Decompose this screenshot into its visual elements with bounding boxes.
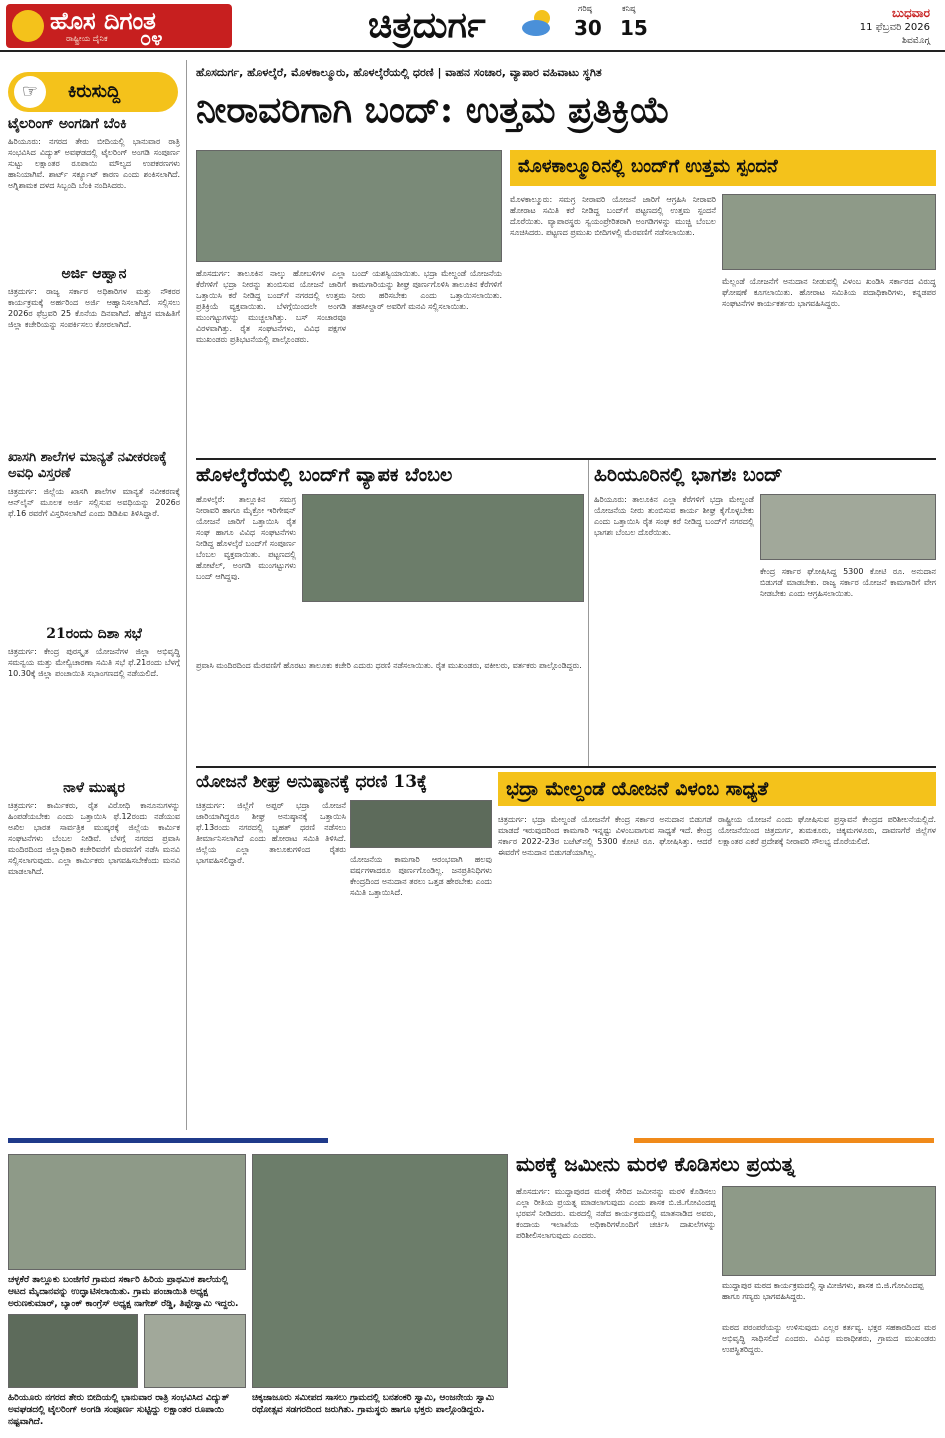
hand-pointer-icon: ☞ xyxy=(14,76,46,108)
date: 11 ಫೆಬ್ರವರಿ 2026 xyxy=(859,22,930,33)
weather-icon xyxy=(520,8,556,38)
lead-photo xyxy=(196,150,502,262)
holalkere-headline: ಹೊಳಲ್ಕೆರೆಯಲ್ಲಿ ಬಂದ್‌ಗೆ ವ್ಯಾಪಕ ಬೆಂಬಲ xyxy=(196,464,453,486)
hiriyur-text: ಕೇಂದ್ರ ಸರ್ಕಾರ ಘೋಷಿಸಿದ್ದ 5300 ಕೋಟಿ ರೂ. ಅನುದಾನ ಬಿಡುಗಡೆ ಮಾಡಬೇಕು. ರಾಜ್ಯ ಸರ್ಕಾರ ಯೋಜನೆ ಕಾಮಗಾರಿಗೆ ವೇಗ ನೀಡಬೇಕು ಎಂದು ಆಗ್ರಹಿಸಲಾಯಿತು. xyxy=(760,567,936,598)
holalkere-text: ಪ್ರವಾಸಿ ಮಂದಿರದಿಂದ ಮೆರವಣಿಗೆ ಹೊರಟು ತಾಲೂಕು ಕಚೇರಿ ಎದುರು ಧರಣಿ ನಡೆಸಲಾಯಿತು. ರೈತ ಮುಖಂಡರು, ವಕೀಲರು, ವರ್ತಕರು ಪಾಲ್ಗೊಂಡಿದ್ದರು. xyxy=(196,661,582,670)
brief-headline: ಅರ್ಜಿ ಆಹ್ವಾನ xyxy=(61,266,127,282)
brief-headline: ಟೈಲರಿಂಗ್ ಅಂಗಡಿಗೆ ಬೆಂಕಿ xyxy=(8,116,127,132)
rathotsava-photo xyxy=(252,1154,508,1388)
yojane-photo xyxy=(350,800,492,848)
matha-photo xyxy=(722,1186,936,1276)
fire-photo xyxy=(8,1314,138,1388)
weekday: ಬುಧವಾರ xyxy=(892,6,930,20)
bhadra-text: ರಾಷ್ಟ್ರೀಯ ಯೋಜನೆ ಎಂದು ಘೋಷಿಸುವ ಪ್ರಸ್ತಾವನೆ ಕೇಂದ್ರದ ಪರಿಶೀಲನೆಯಲ್ಲಿದೆ. ಯೋಜನೆಯಿಂದ ಚಿತ್ರದುರ್ಗ, ತುಮಕೂರು, ಚಿಕ್ಕಮಗಳೂರು, ದಾವಣಗೆರೆ ಜಿಲ್ಲೆಗಳ ಲಕ್ಷಾಂತರ ಎಕರೆ ಪ್ರದೇಶಕ್ಕೆ ನೀರಾವರಿ ಸೌಲಭ್ಯ ದೊರೆಯಲಿದೆ. xyxy=(718,815,936,846)
yojane-headline: ಯೋಜನೆ ಶೀಘ್ರ ಅನುಷ್ಠಾನಕ್ಕೆ ಧರಣಿ 13ಕ್ಕೆ xyxy=(196,772,427,792)
page-number: ೦೪ xyxy=(140,26,163,50)
section-rule xyxy=(8,1138,328,1143)
lead-text: ಹೊಸದುರ್ಗ: ತಾಲೂಕಿನ ನಾಲ್ಕು ಹೋಬಳಿಗಳ ಎಲ್ಲಾ ಕೆರೆಗಳಿಗೆ ಭದ್ರಾ ನೀರನ್ನು ತುಂಬಿಸುವ ಯೋಜನೆ ಜಾರಿಗೆ ಒತ್ತಾಯಿಸಿ ಕರೆ ನೀಡಿದ್ದ ಬಂದ್‌ಗೆ ನಗರದಲ್ಲಿ ಉತ್ತಮ ಪ್ರತಿಕ್ರಿಯೆ ವ್ಯಕ್ತವಾಯಿತು. ಬೆಳಗ್ಗೆಯಿಂದಲೇ ಅಂಗಡಿ ಮುಂಗಟ್ಟುಗಳನ್ನು ಮುಚ್ಚಲಾಗಿತ್ತು. ಬಸ್ ಸಂಚಾರವೂ ವಿರಳವಾಗಿತ್ತು. ರೈತ ಸಂಘಟನೆಗಳು, ವಿವಿಧ ಪಕ್ಷಗಳ ಮುಖಂಡರು ಪ್ರತಿಭಟನೆಯಲ್ಲಿ ಪಾಲ್ಗೊಂಡರು. xyxy=(196,269,346,344)
lead-headline: ನೀರಾವರಿಗಾಗಿ ಬಂದ್: ಉತ್ತಮ ಪ್ರತಿಕ್ರಿಯೆ xyxy=(196,89,671,131)
brief-text: ಹಿರಿಯೂರು: ನಗರದ ತೇರು ಬೀದಿಯಲ್ಲಿ ಭಾನುವಾರ ರಾತ್ರಿ ಸಂಭವಿಸಿದ ವಿದ್ಯುತ್ ಅವಘಡದಲ್ಲಿ ಟೈಲರಿಂಗ್ ಅಂಗಡಿ ಸಂಪೂರ್ಣ ಸುಟ್ಟು ಲಕ್ಷಾಂತರ ರೂಪಾಯಿ ಮೌಲ್ಯದ ಉಪಕರಣಗಳು ಹಾನಿಯಾಗಿವೆ. ಶಾರ್ಟ್ ಸರ್ಕ್ಯೂಟ್ ಕಾರಣ ಎಂದು ಶಂಕಿಸಲಾಗಿದೆ. ಅಗ್ನಿಶಾಮಕ ದಳದ ಸಿಬ್ಬಂದಿ ಬೆಂಕಿ ನಂದಿಸಿದರು. xyxy=(8,137,180,190)
matha-headline: ಮಠಕ್ಕೆ ಜಮೀನು ಮರಳಿ ಕೊಡಿಸಲು ಪ್ರಯತ್ನ xyxy=(516,1152,795,1176)
lead-text: ಮೊಳಕಾಲ್ಮೂರು: ಸಮಗ್ರ ನೀರಾವರಿ ಯೋಜನೆ ಜಾರಿಗೆ ಆಗ್ರಹಿಸಿ ನೀರಾವರಿ ಹೋರಾಟ ಸಮಿತಿ ಕರೆ ನೀಡಿದ್ದ ಬಂದ್‌ಗೆ ಪಟ್ಟಣದಲ್ಲಿ ಉತ್ತಮ ಸ್ಪಂದನೆ ದೊರೆಯಿತು. ವ್ಯಾಪಾರಸ್ಥರು ಸ್ವಯಂಪ್ರೇರಿತರಾಗಿ ಅಂಗಡಿಗಳನ್ನು ಮುಚ್ಚಿ ಬೆಂಬಲ ಸೂಚಿಸಿದರು. ಪಟ್ಟಣದ ಪ್ರಮುಖ ಬೀದಿಗಳಲ್ಲಿ ಮೆರವಣಿಗೆ ನಡೆಸಲಾಯಿತು. xyxy=(510,195,716,237)
brief-headline: ಖಾಸಗಿ ಶಾಲೆಗಳ ಮಾನ್ಯತೆ ನವೀಕರಣಕ್ಕೆ ಅವಧಿ ವಿಸ್ತರಣೆ xyxy=(8,450,167,481)
bhadra-headline: ಭದ್ರಾ ಮೇಲ್ದಂಡೆ ಯೋಜನೆ ವಿಳಂಬ ಸಾಧ್ಯತೆ xyxy=(506,778,769,800)
newspaper-logo: ಹೊಸ ದಿಗಂತ ರಾಷ್ಟ್ರೀಯ ದೈನಿಕ xyxy=(6,4,232,48)
photo-caption: ಚಿಕ್ಕಜಾಜೂರು ಸಮೀಪದ ಸಾಸಲು ಗ್ರಾಮದಲ್ಲಿ ಬನಶಂಕರಿ ಸ್ವಾಮಿ, ಆಂಜನೇಯ ಸ್ವಾಮಿ ರಥೋತ್ಸವ ಸಡಗರದಿಂದ ಜರುಗಿತು. ಗ್ರಾಮಸ್ಥರು ಹಾಗೂ ಭಕ್ತರು ಪಾಲ್ಗೊಂಡಿದ್ದರು. xyxy=(252,1393,495,1415)
hiriyur-photo xyxy=(760,494,936,560)
lead-text: ಮೆಲ್ಲಂಡೆ ಯೋಜನೆಗೆ ಅನುದಾನ ನೀಡುವಲ್ಲಿ ವಿಳಂಬ ಖಂಡಿಸಿ ಸರ್ಕಾರದ ವಿರುದ್ಧ ಘೋಷಣೆ ಕೂಗಲಾಯಿತು. ಹೋರಾಟ ಸಮಿತಿಯ ಪದಾಧಿಕಾರಿಗಳು, ಕನ್ನಡಪರ ಸಂಘಟನೆಗಳ ಕಾರ್ಯಕರ್ತರು ಭಾಗವಹಿಸಿದ್ದರು. xyxy=(722,277,936,308)
masthead: ಹೊಸ ದಿಗಂತ ರಾಷ್ಟ್ರೀಯ ದೈನಿಕ ೦೪ ಚಿತ್ರದುರ್ಗ ಗರಿಷ್ಠ 30 ಕನಿಷ್ಠ 15 ಬುಧವಾರ 11 ಫೆಬ್ರವರಿ 2026 ಶಿವಮೊಗ್ಗ xyxy=(0,0,945,52)
holalkere-photo xyxy=(302,494,584,602)
photo-caption: ಮುದ್ದಾಪುರ ಮಠದ ಕಾರ್ಯಕ್ರಮದಲ್ಲಿ ಸ್ವಾಮೀಜಿಗಳು, ಶಾಸಕ ಬಿ.ಜಿ.ಗೋವಿಂದಪ್ಪ ಹಾಗೂ ಗಣ್ಯರು ಭಾಗವಹಿಸಿದ್ದರು. xyxy=(722,1281,924,1301)
temp-max: 30 xyxy=(574,16,602,40)
column-divider xyxy=(186,60,187,1130)
kirusuddi-badge: ☞ ಕಿರುಸುದ್ದಿ xyxy=(8,72,178,112)
school-photo xyxy=(8,1154,246,1270)
bhadra-text: ಚಿತ್ರದುರ್ಗ: ಭದ್ರಾ ಮೇಲ್ದಂಡೆ ಯೋಜನೆಗೆ ಕೇಂದ್ರ ಸರ್ಕಾರ ಅನುದಾನ ಬಿಡುಗಡೆ ಮಾಡದೆ ಇರುವುದರಿಂದ ಕಾಮಗಾರಿ ಇನ್ನಷ್ಟು ವಿಳಂಬವಾಗುವ ಸಾಧ್ಯತೆ ಇದೆ. ಕೇಂದ್ರ ಸರ್ಕಾರ 2022-23ರ ಬಜೆಟ್‌ನಲ್ಲಿ 5300 ಕೋಟಿ ರೂ. ಘೋಷಿಸಿತ್ತು. ಆದರೆ ಈವರೆಗೆ ಅನುದಾನ ಬಿಡುಗಡೆಯಾಗಿಲ್ಲ. xyxy=(498,815,712,857)
brief-text: ಚಿತ್ರದುರ್ಗ: ಕೇಂದ್ರ ಪುರಸ್ಕೃತ ಯೋಜನೆಗಳ ಜಿಲ್ಲಾ ಅಭಿವೃದ್ಧಿ ಸಮನ್ವಯ ಮತ್ತು ಮೇಲ್ವಿಚಾರಣಾ ಸಮಿತಿ ಸಭೆ ಫೆ.21ರಂದು ಬೆಳಗ್ಗೆ 10.30ಕ್ಕೆ ಜಿಲ್ಲಾ ಪಂಚಾಯಿತಿ ಸಭಾಂಗಣದಲ್ಲಿ ನಡೆಯಲಿದೆ. xyxy=(8,647,180,678)
hiriyur-text: ಹಿರಿಯೂರು: ತಾಲೂಕಿನ ಎಲ್ಲಾ ಕೆರೆಗಳಿಗೆ ಭದ್ರಾ ಮೇಲ್ದಂಡೆ ಯೋಜನೆಯ ನೀರು ತುಂಬಿಸುವ ಕಾರ್ಯ ಶೀಘ್ರ ಕೈಗೊಳ್ಳಬೇಕು ಎಂದು ಒತ್ತಾಯಿಸಿ ರೈತ ಸಂಘ ಕರೆ ನೀಡಿದ್ದ ಬಂದ್‌ಗೆ ನಗರದಲ್ಲಿ ಭಾಗಶಃ ಬೆಂಬಲ ದೊರೆಯಿತು. xyxy=(594,495,754,537)
photo-caption: ಹಿರಿಯೂರು ನಗರದ ತೇರು ಬೀದಿಯಲ್ಲಿ ಭಾನುವಾರ ರಾತ್ರಿ ಸಂಭವಿಸಿದ ವಿದ್ಯುತ್ ಅವಘಡದಲ್ಲಿ ಟೈಲರಿಂಗ್ ಅಂಗಡಿ ಸಂಪೂರ್ಣ ಸುಟ್ಟಿದ್ದು ಲಕ್ಷಾಂತರ ರೂಪಾಯಿ ನಷ್ಟವಾಗಿದೆ. xyxy=(8,1393,230,1427)
hiriyur-headline: ಹಿರಿಯೂರಿನಲ್ಲಿ ಭಾಗಶಃ ಬಂದ್ xyxy=(594,464,783,486)
edition: ಶಿವಮೊಗ್ಗ xyxy=(902,36,930,46)
temp-min: 15 xyxy=(620,16,648,40)
matha-text: ಹೊಸದುರ್ಗ: ಮುದ್ದಾಪುರದ ಮಠಕ್ಕೆ ಸೇರಿದ ಜಮೀನನ್ನು ಮರಳಿ ಕೊಡಿಸಲು ಎಲ್ಲಾ ರೀತಿಯ ಪ್ರಯತ್ನ ಮಾಡಲಾಗುವುದು ಎಂದು ಶಾಸಕ ಬಿ.ಜಿ.ಗೋವಿಂದಪ್ಪ ಭರವಸೆ ನೀಡಿದರು. ಮಠದಲ್ಲಿ ನಡೆದ ಕಾರ್ಯಕ್ರಮದಲ್ಲಿ ಮಾತನಾಡಿದ ಅವರು, ಕಂದಾಯ ಇಲಾಖೆಯ ಅಧಿಕಾರಿಗಳೊಂದಿಗೆ ಚರ್ಚಿಸಿ ದಾಖಲೆಗಳನ್ನು ಪರಿಶೀಲಿಸಲಾಗುವುದು ಎಂದರು. xyxy=(516,1187,716,1240)
city-name: ಚಿತ್ರದುರ್ಗ xyxy=(368,4,486,46)
brief-text: ಚಿತ್ರದುರ್ಗ: ಕಾರ್ಮಿಕರು, ರೈತ ವಿರೋಧಿ ಕಾನೂನುಗಳನ್ನು ಹಿಂಪಡೆಯಬೇಕು ಎಂದು ಒತ್ತಾಯಿಸಿ ಫೆ.12ರಂದು ನಡೆಯುವ ಅಖಿಲ ಭಾರತ ಸಾರ್ವತ್ರಿಕ ಮುಷ್ಕರಕ್ಕೆ ಜಿಲ್ಲೆಯ ಕಾರ್ಮಿಕ ಸಂಘಟನೆಗಳು ಬೆಂಬಲ ನೀಡಿವೆ. ಬೆಳಗ್ಗೆ ನಗರದ ಪ್ರವಾಸಿ ಮಂದಿರದಿಂದ ಜಿಲ್ಲಾಧಿಕಾರಿ ಕಚೇರಿವರೆಗೆ ಮೆರವಣಿಗೆ ನಡೆಸಿ ಮನವಿ ಸಲ್ಲಿಸಲಾಗುವುದು. ಎಲ್ಲಾ ಕಾರ್ಮಿಕರು ಭಾಗವಹಿಸಬೇಕೆಂದು ಮನವಿ ಮಾಡಲಾಗಿದೆ. xyxy=(8,801,180,876)
holalkere-text: ಹೊಳಲ್ಕೆರೆ: ತಾಲ್ಲೂಕಿನ ಸಮಗ್ರ ನೀರಾವರಿ ಹಾಗೂ ಮೈಕ್ರೋ ಇರಿಗೇಷನ್ ಯೋಜನೆ ಜಾರಿಗೆ ಒತ್ತಾಯಿಸಿ ರೈತ ಸಂಘ ಹಾಗೂ ವಿವಿಧ ಸಂಘಟನೆಗಳು ನೀಡಿದ್ದ ಹೊಳಲ್ಕೆರೆ ಬಂದ್‌ಗೆ ಸಂಪೂರ್ಣ ಬೆಂಬಲ ವ್ಯಕ್ತವಾಯಿತು. ಪಟ್ಟಣದಲ್ಲಿ ಹೋಟೆಲ್, ಅಂಗಡಿ ಮುಂಗಟ್ಟುಗಳು ಬಂದ್ ಆಗಿದ್ದವು. xyxy=(196,495,296,581)
section-rule xyxy=(634,1138,934,1143)
lead-kicker: ಹೊಸದುರ್ಗ, ಹೊಳಲ್ಕೆರೆ, ಮೊಳಕಾಲ್ಮೂರು, ಹೊಳಲ್ಕೆರೆಯಲ್ಲಿ ಧರಣಿ | ವಾಹನ ಸಂಚಾರ, ವ್ಯಾಪಾರ ವಹಿವಾಟು ಸ್ಥಗಿತ xyxy=(196,66,602,79)
logo-emblem-icon xyxy=(12,10,44,42)
sub-headline: ಮೊಳಕಾಲ್ಮೂರಿನಲ್ಲಿ ಬಂದ್‌ಗೆ ಉತ್ತಮ ಸ್ಪಂದನೆ xyxy=(518,156,778,177)
brief-text: ಚಿತ್ರದುರ್ಗ: ರಾಜ್ಯ ಸರ್ಕಾರ ಅಧಿಕಾರಿಗಳ ಮತ್ತು ನೌಕರರ ಕಾರ್ಯಕ್ರಮಕ್ಕೆ ಅರ್ಹರಿಂದ ಅರ್ಜಿ ಆಹ್ವಾನಿಸಲಾಗಿದೆ. ಸಲ್ಲಿಸಲು 2026ರ ಫೆಬ್ರವರಿ 25 ಕೊನೆಯ ದಿನವಾಗಿದೆ. ಹೆಚ್ಚಿನ ಮಾಹಿತಿಗೆ ಜಿಲ್ಲಾ ಕಚೇರಿಯನ್ನು ಸಂಪರ್ಕಿಸಲು ಕೋರಲಾಗಿದೆ. xyxy=(8,287,180,329)
column-divider xyxy=(588,460,589,766)
matha-text: ಮಠದ ಪರಂಪರೆಯನ್ನು ಉಳಿಸುವುದು ಎಲ್ಲರ ಕರ್ತವ್ಯ. ಭಕ್ತರ ಸಹಕಾರದಿಂದ ಮಠ ಅಭಿವೃದ್ಧಿ ಸಾಧಿಸಲಿದೆ ಎಂದರು. ವಿವಿಧ ಮಠಾಧೀಶರು, ಗ್ರಾಮದ ಮುಖಂಡರು ಉಪಸ್ಥಿತರಿದ್ದರು. xyxy=(722,1323,936,1354)
section-rule xyxy=(196,766,936,768)
photo-caption: ಚಳ್ಳಕೆರೆ ತಾಲ್ಲೂಕು ಬಂಜಿಗೆರೆ ಗ್ರಾಮದ ಸರ್ಕಾರಿ ಹಿರಿಯ ಪ್ರಾಥಮಿಕ ಶಾಲೆಯಲ್ಲಿ ಆಟದ ಮೈದಾನವನ್ನು ಉದ್ಘಾಟಿಸಲಾಯಿತು. ಗ್ರಾಮ ಪಂಚಾಯಿತಿ ಅಧ್ಯಕ್ಷ ಅರುಣಕುಮಾರ್, ಬ್ಯಾಂಕ್ ಕಾಂಗ್ರೆಸ್ ಅಧ್ಯಕ್ಷ ನಾಗೇಶ್ ರೆಡ್ಡಿ, ತಿಪ್ಪೇಸ್ವಾಮಿ ಇದ್ದರು. xyxy=(8,1275,239,1309)
brief-headline: ನಾಳೆ ಮುಷ್ಕರ xyxy=(63,780,125,796)
section-rule xyxy=(196,458,936,460)
brief-headline: 21ರಂದು ದಿಶಾ ಸಭೆ xyxy=(46,626,142,642)
lead-text: ಬಂದ್ ಯಶಸ್ವಿಯಾಯಿತು. ಭದ್ರಾ ಮೇಲ್ದಂಡೆ ಯೋಜನೆಯ ಕಾಮಗಾರಿಯನ್ನು ಶೀಘ್ರ ಪೂರ್ಣಗೊಳಿಸಿ ತಾಲೂಕಿನ ಕೆರೆಗಳಿಗೆ ನೀರು ಹರಿಸಬೇಕು ಎಂದು ಒತ್ತಾಯಿಸಲಾಯಿತು. ತಹಸೀಲ್ದಾರ್ ಅವರಿಗೆ ಮನವಿ ಸಲ್ಲಿಸಲಾಯಿತು. xyxy=(352,269,502,311)
fire-photo xyxy=(144,1314,246,1388)
lead-photo xyxy=(722,194,936,270)
brief-text: ಚಿತ್ರದುರ್ಗ: ಜಿಲ್ಲೆಯ ಖಾಸಗಿ ಶಾಲೆಗಳ ಮಾನ್ಯತೆ ನವೀಕರಣಕ್ಕೆ ಆನ್‌ಲೈನ್ ಮೂಲಕ ಅರ್ಜಿ ಸಲ್ಲಿಸುವ ಅವಧಿಯನ್ನು 2026ರ ಫೆ.16 ರವರೆಗೆ ವಿಸ್ತರಿಸಲಾಗಿದೆ ಎಂದು ಡಿಡಿಪಿಐ ತಿಳಿಸಿದ್ದಾರೆ. xyxy=(8,487,180,518)
yojane-text: ಚಿತ್ರದುರ್ಗ: ಜಿಲ್ಲೆಗೆ ಅಪ್ಪರ್ ಭದ್ರಾ ಯೋಜನೆ ಜಾರಿಯಾಗಿದ್ದರೂ ಶೀಘ್ರ ಅನುಷ್ಠಾನಕ್ಕೆ ಒತ್ತಾಯಿಸಿ ಫೆ.13ರಂದು ನಗರದಲ್ಲಿ ಬೃಹತ್ ಧರಣಿ ನಡೆಸಲು ತೀರ್ಮಾನಿಸಲಾಗಿದೆ ಎಂದು ಹೋರಾಟ ಸಮಿತಿ ತಿಳಿಸಿದೆ. ಜಿಲ್ಲೆಯ ಎಲ್ಲಾ ತಾಲೂಕುಗಳಿಂದ ರೈತರು ಭಾಗವಹಿಸಲಿದ್ದಾರೆ. xyxy=(196,801,346,865)
yojane-text: ಯೋಜನೆಯ ಕಾಮಗಾರಿ ಆರಂಭವಾಗಿ ಹಲವು ವರ್ಷಗಳಾದರೂ ಪೂರ್ಣಗೊಂಡಿಲ್ಲ. ಜನಪ್ರತಿನಿಧಿಗಳು ಕೇಂದ್ರದಿಂದ ಅನುದಾನ ತರಲು ಒತ್ತಡ ಹೇರಬೇಕು ಎಂದು ಸಮಿತಿ ಒತ್ತಾಯಿಸಿದೆ. xyxy=(350,855,492,897)
